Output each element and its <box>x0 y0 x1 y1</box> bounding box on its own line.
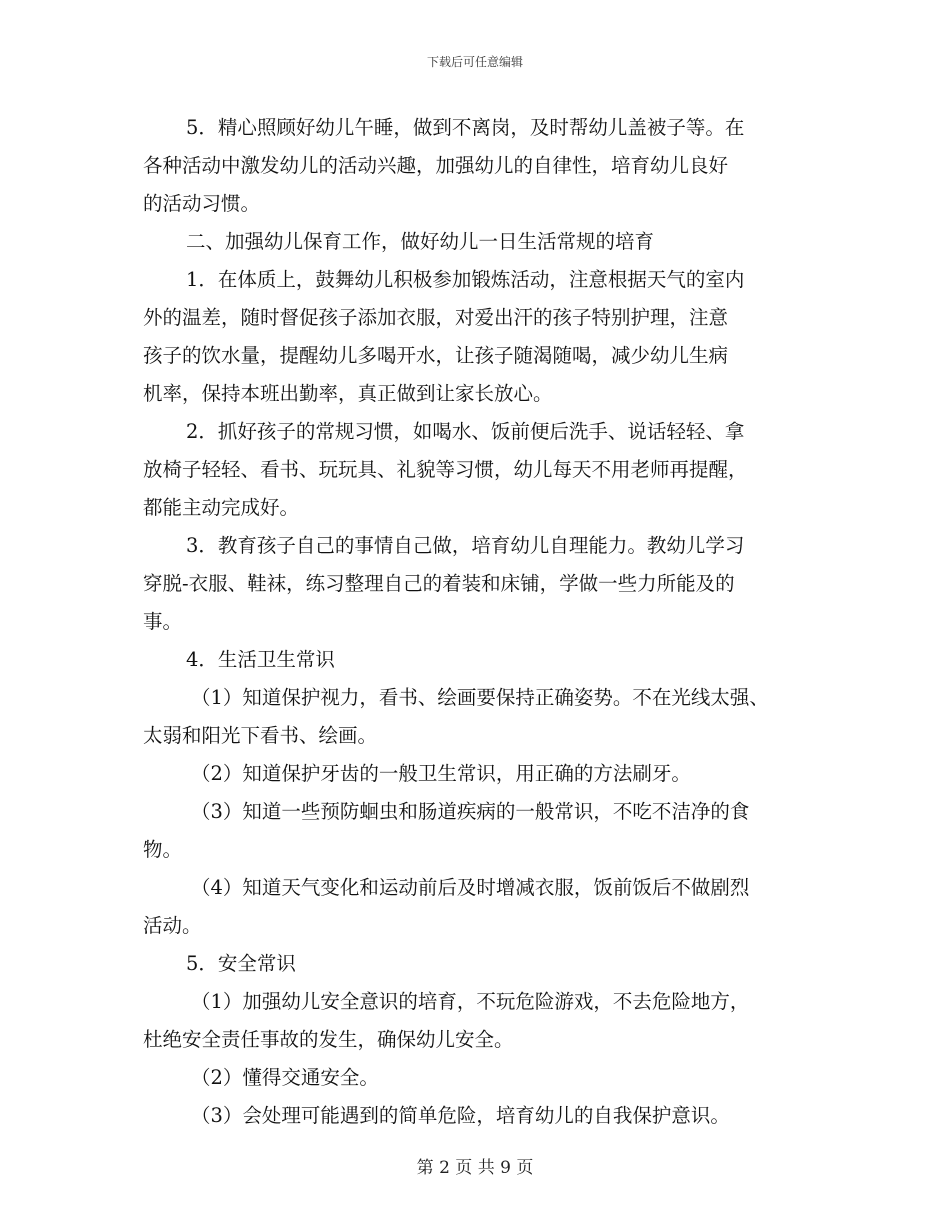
text-line: （3）知道一些预防蛔虫和肠道疾病的一般常识，不吃不洁净的食 <box>191 800 750 823</box>
text-line: 放椅子轻轻、看书、玩玩具、礼貌等习惯，幼儿每天不用老师再提醒， <box>143 458 748 481</box>
text-line: 的活动习惯。 <box>143 192 261 215</box>
document-body <box>143 113 823 1139</box>
text-line: 各种活动中激发幼儿的活动兴趣，加强幼儿的自律性，培育幼儿良好 <box>143 154 729 177</box>
text-line: 二、加强幼儿保育工作，做好幼儿一日生活常规的培育 <box>186 230 655 253</box>
text-line: 杜绝安全责任事故的发生，确保幼儿安全。 <box>143 1028 514 1051</box>
text-line: 穿脱-衣服、鞋袜，练习整理自己的着装和床铺，学做一些力所能及的 <box>143 572 735 595</box>
text-line: （4）知道天气变化和运动前后及时增减衣服，饭前饭后不做剧烈 <box>191 876 750 899</box>
text-line: 4．生活卫生常识 <box>186 648 335 671</box>
text-line: （3）会处理可能遇到的简单危险，培育幼儿的自我保护意识。 <box>191 1104 730 1127</box>
text-line: （1）加强幼儿安全意识的培育，不玩危险游戏，不去危险地方， <box>191 990 750 1013</box>
text-line: 3．教育孩子自己的事情自己做，培育幼儿自理能力。教幼儿学习 <box>186 534 745 557</box>
text-line: 活动。 <box>143 914 202 937</box>
text-line: （1）知道保护视力，看书、绘画要保持正确姿势。不在光线太强、 <box>191 686 769 709</box>
text-line: 事。 <box>143 610 183 633</box>
text-line: （2）知道保护牙齿的一般卫生常识，用正确的方法刷牙。 <box>191 762 691 785</box>
text-line: 孩子的饮水量，提醒幼儿多喝开水，让孩子随渴随喝，减少幼儿生病 <box>143 344 729 367</box>
text-line: 外的温差，随时督促孩子添加衣服，对爱出汗的孩子特别护理，注意 <box>143 306 729 329</box>
text-line: 都能主动完成好。 <box>143 496 300 519</box>
text-line: 2．抓好孩子的常规习惯，如喝水、饭前便后洗手、说话轻轻、拿 <box>186 420 745 443</box>
text-line: 5．精心照顾好幼儿午睡，做到不离岗，及时帮幼儿盖被子等。在 <box>186 116 745 139</box>
text-line: 5．安全常识 <box>186 952 296 975</box>
text-line: 1．在体质上，鼓舞幼儿积极参加锻炼活动，注意根据天气的室内 <box>186 268 745 291</box>
page-header: 下载后可任意编辑 <box>426 55 523 69</box>
text-line: 物。 <box>143 838 183 861</box>
text-line: 太弱和阳光下看书、绘画。 <box>143 724 378 747</box>
text-line: （2）懂得交通安全。 <box>191 1066 379 1089</box>
text-line: 机率，保持本班出勤率，真正做到让家长放心。 <box>143 382 553 405</box>
page-footer: 第 2 页 共 9 页 <box>416 1158 534 1178</box>
